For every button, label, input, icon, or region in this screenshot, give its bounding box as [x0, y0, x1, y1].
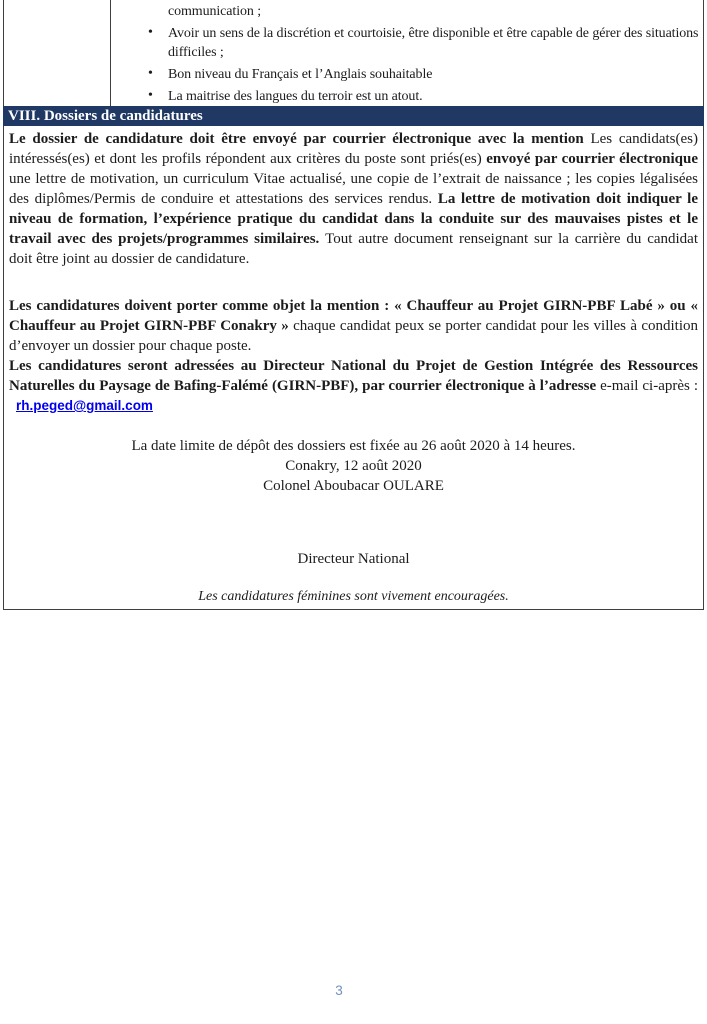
paragraph-objet: [9, 296, 698, 356]
page-number: 3: [335, 983, 343, 998]
email-link[interactable]: rh.peged@gmail.com: [16, 398, 153, 413]
bold-run: Les candidatures seront adressées au Directeur National du Projet de Gestion Intégrée des Ressources Naturelles du Paysage de Bafing-Falémé (GIRN-PBF), par courrier électronique à l’adresse: [9, 358, 698, 394]
text-run: e-mail ci-après :: [600, 378, 699, 394]
bold-run: Le dossier de candidature doit être envoyé par courrier électronique avec la mention: [9, 131, 591, 147]
bullet-text: La maitrise des langues du terroir est un atout.: [168, 89, 423, 104]
bullet-text: Bon niveau du Français et l’Anglais souhaitable: [168, 67, 433, 82]
closing-signatory: Colonel Aboubacar OULARE: [263, 478, 444, 494]
director-title: Directeur National: [297, 551, 410, 567]
bullet-item: [111, 65, 701, 84]
bullet-item: [111, 87, 701, 106]
encouragement-note: Les candidatures féminines sont vivement encouragées.: [198, 589, 509, 604]
bold-run: La lettre de motivation doit indiquer le niveau de formation, l’expérience pratique du candidat dans la conduite sur des mauvaises pistes et le travail avec des projets/programmes similaires.: [9, 191, 698, 247]
bullet-continuation: [111, 2, 701, 21]
text-run: chaque candidat peux se porter candidat pour les villes à condition d’envoyer un dossier pour chaque poste.: [9, 318, 699, 354]
paragraph-spacer: [9, 269, 698, 296]
bullet-text: communication ;: [168, 4, 261, 19]
paragraph-adresse: [9, 356, 698, 416]
document-frame: [3, 0, 704, 610]
bullet-text: Avoir un sens de la discrétion et courtoisie, être disponible et être capable de gérer des situations difficiles ;: [168, 26, 699, 60]
bold-run: envoyé par courrier électronique: [486, 151, 698, 167]
table-right-cell: [111, 0, 703, 106]
section-body: [3, 126, 704, 610]
section-title: VIII. Dossiers de candidatures: [8, 108, 203, 124]
table-left-cell: [4, 0, 111, 106]
closing-deadline: La date limite de dépôt des dossiers est fixée au 26 août 2020 à 14 heures.: [131, 438, 576, 454]
text-run: Les candidats(es) intéressés(es) et dont les profils répondent aux critères du poste sont priés(es): [9, 131, 698, 167]
text-run: une lettre de motivation, un curriculum Vitae actualisé, une copie de l’extrait de naissance ; les copies légalisées des diplômes/Permis de conduire et attestations des services rendus.: [9, 171, 698, 207]
bullet-list: [111, 2, 701, 106]
paragraph-dossier: [9, 129, 698, 269]
text-run: Tout autre document renseignant sur la carrière du candidat doit être joint au dossier de candidature.: [9, 231, 698, 267]
closing-block: [4, 436, 703, 496]
criteria-table: [3, 0, 704, 106]
section-header-bar: [3, 106, 704, 126]
bullet-item: [111, 24, 701, 62]
closing-place-date: Conakry, 12 août 2020: [285, 458, 422, 474]
bold-run: Les candidatures doivent porter comme objet la mention : « Chauffeur au Projet GIRN-PBF Labé » ou « Chauffeur au Projet GIRN-PBF Conakry »: [9, 298, 698, 334]
